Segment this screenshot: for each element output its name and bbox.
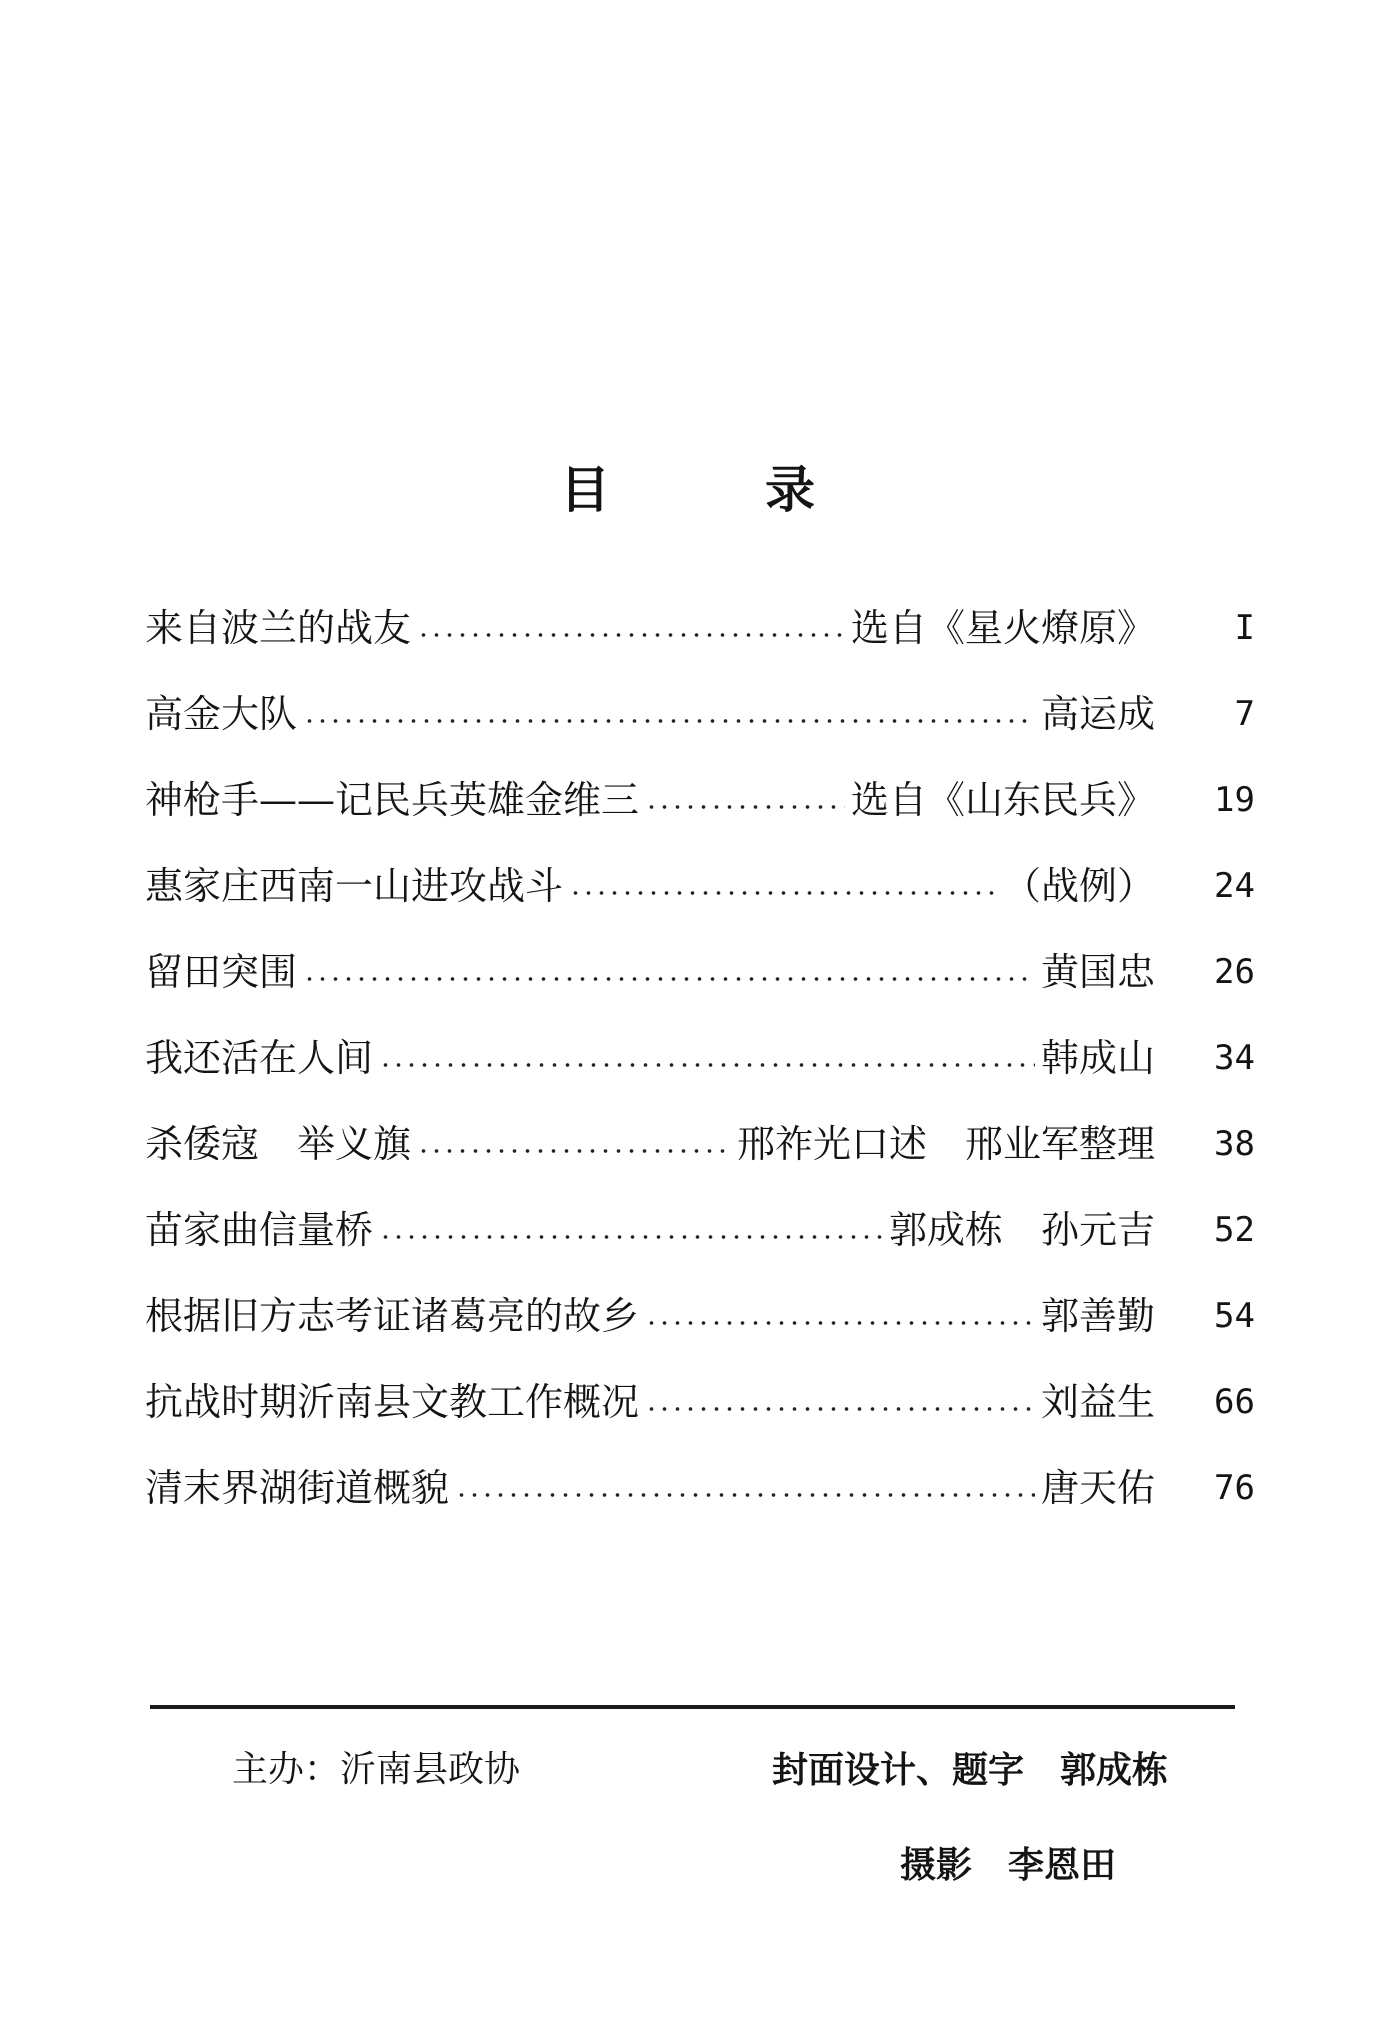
toc-entry-author: 选自《山东民兵》: [850, 778, 1155, 822]
toc-entry-page: 24: [1214, 866, 1255, 906]
toc-entry[interactable]: [145, 1445, 1255, 1531]
table-of-contents: [145, 585, 1255, 1531]
toc-entry-author: 郭成栋 孙元吉: [888, 1208, 1155, 1252]
heading-char-2: 录: [765, 460, 815, 519]
dot-leader: [455, 1493, 1035, 1497]
toc-entry-author: 唐天佑: [1040, 1466, 1155, 1510]
toc-entry-page: 34: [1214, 1038, 1255, 1078]
toc-entry-title: 来自波兰的战友: [145, 606, 412, 650]
toc-entry-title: 神枪手——记民兵英雄金维三: [145, 778, 640, 822]
toc-entry-author: （战例）: [1002, 864, 1155, 908]
toc-entry-title: 抗战时期沂南县文教工作概况: [145, 1380, 640, 1424]
toc-entry-author: 选自《星火燎原》: [850, 606, 1155, 650]
toc-entry-author: 郭善勤: [1040, 1294, 1155, 1338]
toc-entry[interactable]: [145, 843, 1255, 929]
toc-entry-title: 清末界湖街道概貌: [145, 1466, 450, 1510]
dot-leader: [417, 1149, 731, 1153]
toc-entry[interactable]: [145, 1359, 1255, 1445]
photo-label: 摄影: [900, 1844, 973, 1886]
toc-entry-page: I: [1234, 608, 1255, 648]
toc-entry-author: 韩成山: [1040, 1036, 1155, 1080]
toc-entry[interactable]: [145, 585, 1255, 671]
toc-entry-page: 19: [1214, 780, 1255, 820]
photo-name: 李恩田: [1008, 1844, 1117, 1886]
toc-entry-page: 52: [1214, 1210, 1255, 1250]
toc-entry-page: 7: [1234, 694, 1255, 734]
toc-entry-author: 邢祚光口述 邢业军整理: [736, 1122, 1155, 1166]
toc-entry-title: 惠家庄西南一山进攻战斗: [145, 864, 564, 908]
toc-entry-page: 38: [1214, 1124, 1255, 1164]
toc-entry-title: 留田突围: [145, 950, 298, 994]
dot-leader: [379, 1235, 883, 1239]
toc-entry-page: 54: [1214, 1296, 1255, 1336]
sponsor-label: 主办：: [232, 1749, 341, 1790]
toc-entry-page: 26: [1214, 952, 1255, 992]
toc-entry[interactable]: [145, 1273, 1255, 1359]
toc-entry[interactable]: [145, 1187, 1255, 1273]
toc-entry-title: 杀倭寇 举义旗: [145, 1122, 412, 1166]
toc-entry-title: 高金大队: [145, 692, 298, 736]
toc-entry-author: 刘益生: [1040, 1380, 1155, 1424]
dot-leader: [303, 977, 1035, 981]
toc-entry-author: 高运成: [1040, 692, 1155, 736]
design-name: 郭成栋: [1060, 1749, 1169, 1791]
dot-leader: [417, 633, 845, 637]
dot-leader: [645, 1321, 1035, 1325]
toc-entry-title: 我还活在人间: [145, 1036, 374, 1080]
toc-entry[interactable]: [145, 1101, 1255, 1187]
design-label: 封面设计、题字: [772, 1749, 1025, 1791]
heading-char-1: 目: [560, 460, 610, 519]
footer-divider: [150, 1705, 1235, 1709]
toc-entry[interactable]: [145, 929, 1255, 1015]
dot-leader: [645, 805, 845, 809]
toc-entry[interactable]: [145, 1015, 1255, 1101]
dot-leader: [645, 1407, 1035, 1411]
toc-entry-title: 根据旧方志考证诸葛亮的故乡: [145, 1294, 640, 1338]
dot-leader: [303, 719, 1035, 723]
toc-entry-page: 66: [1214, 1382, 1255, 1422]
toc-entry[interactable]: [145, 757, 1255, 843]
toc-heading: [560, 455, 860, 525]
dot-leader: [569, 891, 997, 895]
dot-leader: [379, 1063, 1035, 1067]
toc-entry-author: 黄国忠: [1040, 950, 1155, 994]
sponsor-credit: [232, 1745, 520, 1795]
toc-entry-title: 苗家曲信量桥: [145, 1208, 374, 1252]
toc-entry[interactable]: [145, 671, 1255, 757]
photo-credit: [900, 1840, 1116, 1890]
toc-entry-page: 76: [1214, 1468, 1255, 1508]
sponsor-name: 沂南县政协: [340, 1749, 521, 1790]
design-credit: [772, 1745, 1168, 1795]
